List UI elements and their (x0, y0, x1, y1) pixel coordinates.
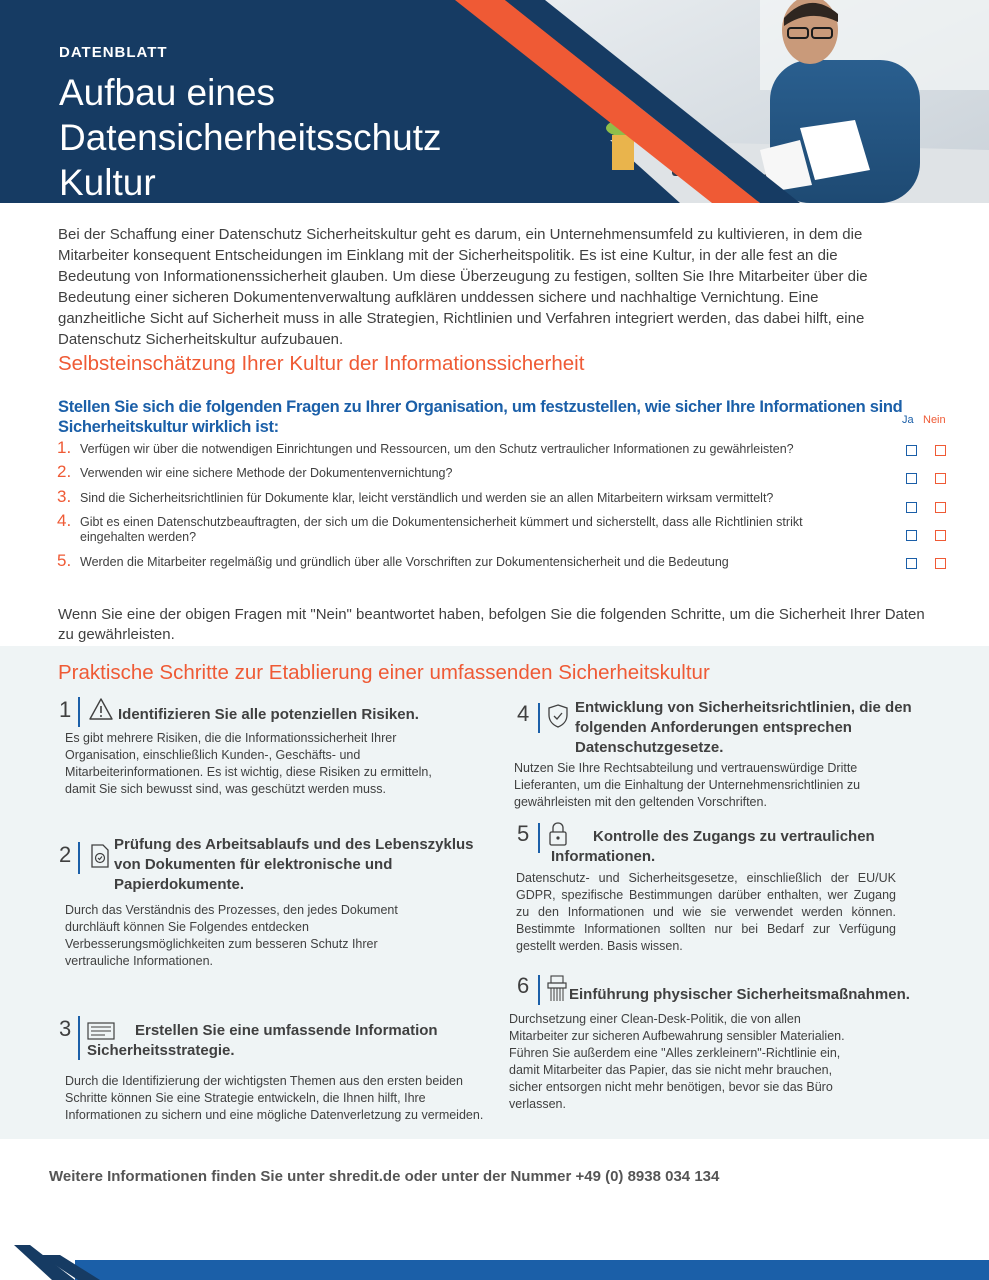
step-divider (538, 823, 540, 853)
step-title: Einführung physischer Sicherheitsmaßnahmen. (569, 986, 910, 1003)
checkbox-yes-q3[interactable] (906, 502, 917, 513)
checkbox-no-q3[interactable] (935, 502, 946, 513)
checkbox-yes-q1[interactable] (906, 445, 917, 456)
step-number: 2 (59, 842, 72, 867)
step-body: Durch das Verständnis des Prozesses, den jedes Dokument durchläuft können Sie Folgendes entdecken Verbesserungsmöglichkeiten zum besseren Schutz Ihrer vertrauliche Informationen. (65, 903, 398, 968)
footer-decoration (0, 1240, 989, 1280)
step-divider (78, 1016, 80, 1060)
checkbox-no-q4[interactable] (935, 530, 946, 541)
footer-contact: Weitere Informationen finden Sie unter shredit.de oder unter der Nummer +49 (0) 8938 034 134 (49, 1168, 720, 1185)
question-number: 2. (57, 462, 72, 481)
checkbox-yes-q2[interactable] (906, 473, 917, 484)
question-text: Verfügen wir über die notwendigen Einrichtungen und Ressourcen, um den Schutz vertraulicher Informationen zu gewährleisten? (80, 442, 794, 456)
question-number: 3. (57, 487, 72, 506)
questions-heading: Stellen Sie sich die folgenden Fragen zu Ihrer Organisation, um festzustellen, wie sicher Ihre Informationen sind Sicherheitskultur wirklich ist: (58, 398, 903, 436)
checkbox-no-q2[interactable] (935, 473, 946, 484)
shield-check-icon (547, 703, 569, 729)
checkbox-no-q5[interactable] (935, 558, 946, 569)
no-column-label: Nein (923, 414, 946, 426)
step-divider (78, 842, 80, 874)
question-text: Verwenden wir eine sichere Methode der Dokumentenvernichtung? (80, 466, 453, 480)
steps-title: Praktische Schritte zur Etablierung einer umfassenden Sicherheitskultur (58, 661, 710, 684)
yes-column-label: Ja (902, 414, 914, 426)
step-body: Es gibt mehrere Risiken, die die Informationssicherheit Ihrer Organisation, einschließlich Kunden-, Geschäfts- und Mitarbeiterinformationen. Es ist wichtig, diese Risiken zu ermitteln, damit Sie sich bewusst sind, was geschützt werden muss. (65, 731, 432, 796)
step-body: Datenschutz- und Sicherheitsgesetze, einschließlich der EU/UK GDPR, spezifische Bestimmungen darüber enthalten, wer Zugang zu den Informationen und wie sie verwendet werden können. Bestimmte Informationen sollten nur bei Bedarf zur Verfügung gestellt werden. Basis wissen. (516, 871, 896, 953)
step-title: Erstellen Sie eine umfassende Information Sicherheitsstrategie. (87, 1022, 438, 1059)
step-number: 1 (59, 697, 72, 722)
question-number: 4. (57, 511, 72, 530)
shredder-icon (546, 975, 568, 1003)
page-title: Aufbau eines Datensicherheitsschutz Kultur (59, 72, 442, 203)
step-title: Kontrolle des Zugangs zu vertraulichen Informationen. (551, 828, 875, 865)
question-number: 5. (57, 551, 72, 570)
question-text: Sind die Sicherheitsrichtlinien für Dokumente klar, leicht verständlich und werden sie an allen Mitarbeitern wirksam vermittelt? (80, 491, 774, 505)
step-body: Durch die Identifizierung der wichtigsten Themen aus den ersten beiden Schritte können Sie eine Strategie entwickeln, die Ihnen hilft, Ihre Informationen zu sichern und eine mögliche Datenverletzung zu vermeiden. (65, 1074, 484, 1122)
document-check-icon (88, 843, 110, 869)
header-banner (0, 0, 989, 203)
checkbox-yes-q4[interactable] (906, 530, 917, 541)
step-body: Durchsetzung einer Clean-Desk-Politik, die von allen Mitarbeiter zur sicheren Aufbewahrung sensibler Materialien. Führen Sie außerdem eine "Alles zerkleinern"-Richtlinie ein, damit Mitarbeiter das Papier, das sie nicht mehr brauchen, sicher entsorgen nicht mehr benötigen, bevor sie das Büro verlassen. (509, 1012, 845, 1111)
header-eyebrow: DATENBLATT (59, 44, 168, 61)
step-title: Prüfung des Arbeitsablaufs und des Lebenszyklus von Dokumenten für elektronische und Papierdokumente. (114, 836, 474, 893)
checkbox-yes-q5[interactable] (906, 558, 917, 569)
question-number: 1. (57, 438, 72, 457)
step-number: 4 (517, 701, 530, 726)
step-title: Identifizieren Sie alle potenziellen Risiken. (118, 706, 419, 723)
self-assessment-title: Selbsteinschätzung Ihrer Kultur der Informationssicherheit (58, 352, 585, 375)
step-divider (78, 697, 80, 727)
checkbox-no-q1[interactable] (935, 445, 946, 456)
step-divider (538, 703, 540, 733)
step-body: Nutzen Sie Ihre Rechtsabteilung und vertrauenswürdige Dritte Lieferanten, um die Einhaltung der Unternehmensrichtlinien zu gewährleisten mit den geltenden Vorschriften. (514, 761, 861, 809)
followup-paragraph: Wenn Sie eine der obigen Fragen mit "Nein" beantwortet haben, befolgen Sie die folgenden Schritte, um die Sicherheit Ihrer Daten zu gewährleisten. (58, 606, 925, 643)
question-text: Werden die Mitarbeiter regelmäßig und gründlich über alle Vorschriften zur Dokumentensicherheit und die Bedeutung (80, 555, 729, 569)
warning-icon (88, 697, 114, 721)
step-number: 5 (517, 821, 530, 846)
intro-paragraph: Bei der Schaffung einer Datenschutz Sicherheitskultur geht es darum, ein Unternehmensumfeld zu kultivieren, in dem die Mitarbeiter konsequent Entscheidungen im Einklang mit der Sicherheitspolitik. Es ist eine Kultur, in der alle fest an die Bedeutung von Informationenssicherheit glauben. Um diese Überzeugung zu festigen, sollten Sie Ihre Mitarbeiter über die Bedeutung einer sicheren Dokumentenverwaltung aufklären unddessen sichere und nachhaltige Vernichtung. Eine ganzheitliche Sicht auf Sicherheit muss in alle Strategien, Richtlinien und Verfahren integriert werden, das dabei hilft, eine Datenschutz Sicherheitskultur aufzubauen. (58, 226, 868, 348)
step-divider (538, 975, 540, 1005)
question-text: Gibt es einen Datenschutzbeauftragten, der sich um die Dokumentensicherheit kümmert und sicherstellt, dass alle Richtlinien strikt eingehalten werden? (80, 515, 803, 544)
step-number: 6 (517, 973, 530, 998)
step-number: 3 (59, 1016, 72, 1041)
step-title: Entwicklung von Sicherheitsrichtlinien, die den folgenden Anforderungen entsprechen Datenschutzgesetze. (575, 699, 912, 756)
